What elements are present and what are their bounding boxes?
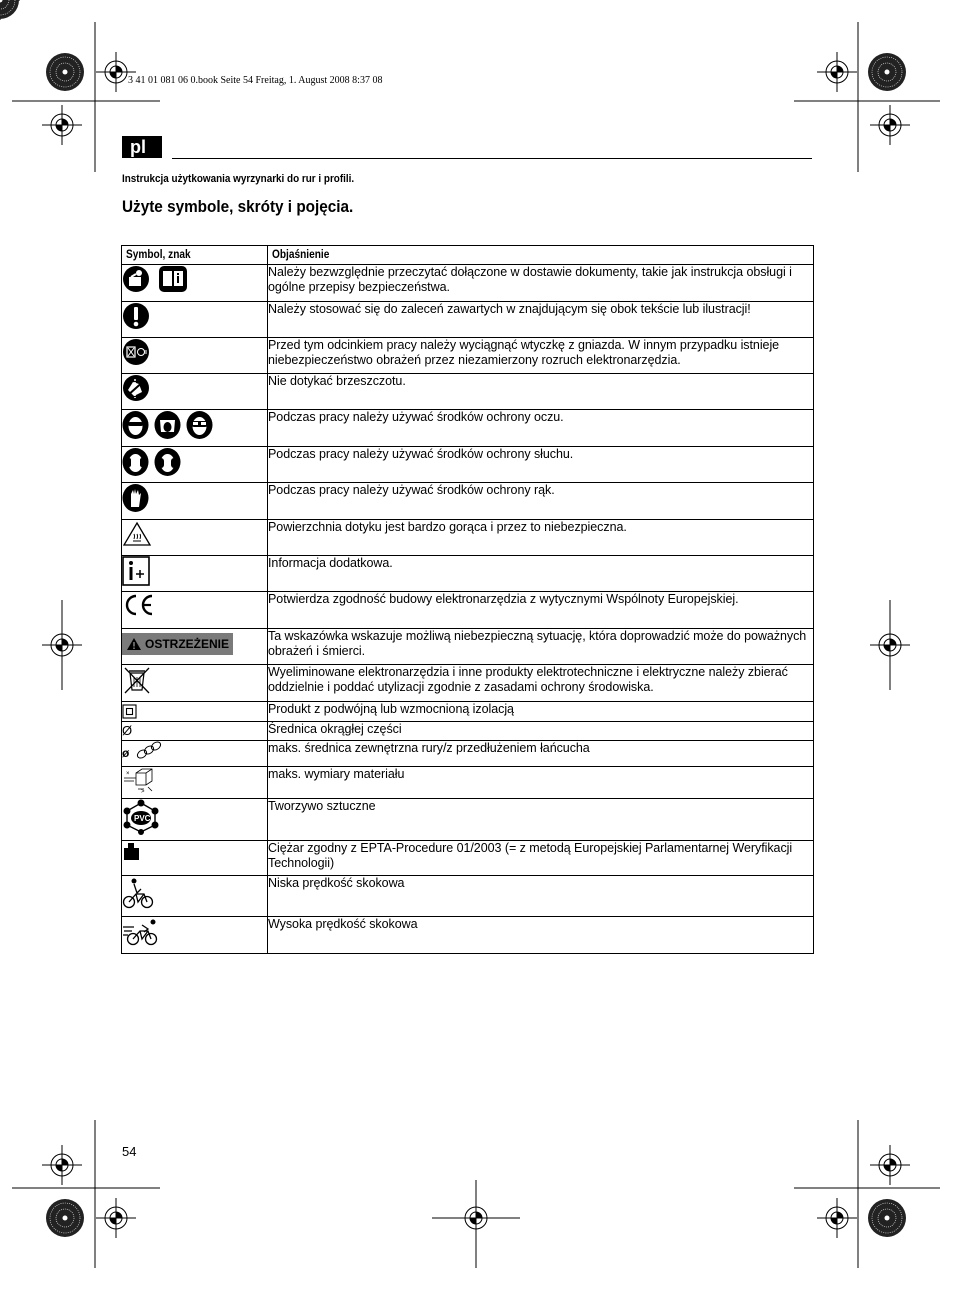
- table-row: [122, 265, 814, 302]
- registration-cross-icon: [870, 105, 910, 145]
- registration-wheel-icon: [868, 1199, 906, 1237]
- table-row: [122, 702, 814, 722]
- explanation-cell: Powierzchnia dotyku jest bardzo gorąca i przez to niebezpieczna.: [268, 520, 814, 556]
- goggles-icon: [186, 410, 213, 440]
- explanation-cell: Podczas pracy należy używać środków ochrony oczu.: [268, 410, 814, 447]
- table-row: [122, 767, 814, 799]
- read-manual-icon: [122, 265, 150, 293]
- explanation-cell: Nie dotykać brzeszczotu.: [268, 374, 814, 410]
- explanation-cell: maks. średnica zewnętrzna rury/z przedłużeniem łańcucha: [268, 741, 814, 767]
- slow-cyclist-icon: [122, 876, 154, 910]
- registration-wheel-icon: [46, 1199, 84, 1237]
- table-row: [122, 741, 814, 767]
- manual-book-icon: [158, 265, 188, 293]
- registration-cross-icon: [96, 52, 136, 92]
- crossed-bin-icon: [122, 665, 152, 695]
- explanation-cell: maks. wymiary materiału: [268, 767, 814, 799]
- safety-glasses-icon: [122, 410, 149, 440]
- table-row: [122, 841, 814, 876]
- symbols-table: [121, 245, 814, 954]
- explanation-cell: Przed tym odcinkiem pracy należy wyciągnąć wtyczkę z gniazda. W innym przypadku istnieje niebezpieczeństwo obrażeń przez niezamierzony rozruch elektronarzędzia.: [268, 338, 814, 374]
- weight-icon: [122, 841, 142, 863]
- table-row: [122, 722, 814, 741]
- table-row: [122, 483, 814, 520]
- table-row: [122, 302, 814, 338]
- material-dimensions-icon: [122, 767, 156, 793]
- registration-cross-icon: [42, 105, 82, 145]
- ear-protection-icon: [122, 447, 149, 477]
- explanation-cell: Tworzywo sztuczne: [268, 799, 814, 841]
- table-row: [122, 592, 814, 629]
- registration-wheel-icon: [868, 53, 906, 91]
- column-header-explanation: Objaśnienie: [268, 246, 814, 265]
- explanation-cell: Potwierdza zgodność budowy elektronarzędzia z wytycznymi Wspólnoty Europejskiej.: [268, 592, 814, 629]
- document-subtitle: Instrukcja użytkowania wyrzynarki do rur i profili.: [122, 173, 355, 185]
- explanation-cell: Ciężar zgodny z EPTA-Procedure 01/2003 (= z metodą Europejskiej Parlamentarnej Weryfikacji Technologii): [268, 841, 814, 876]
- warning-badge-label: OSTRZEŻENIE: [145, 637, 230, 651]
- table-row: [122, 338, 814, 374]
- table-row: [122, 665, 814, 702]
- table-row: [122, 629, 814, 665]
- explanation-cell: Niska prędkość skokowa: [268, 876, 814, 917]
- explanation-cell: Należy bezwzględnie przeczytać dołączone w dostawie dokumenty, takie jak instrukcja obsługi i ogólne przepisy bezpieczeństwa.: [268, 265, 814, 302]
- hot-surface-icon: [122, 520, 152, 548]
- explanation-cell: Wyeliminowane elektronarzędzia i inne produkty elektrotechniczne i elektryczne należy zbierać oddzielnie i poddać utylizacji zgodnie z zasadami ochrony środowiska.: [268, 665, 814, 702]
- fast-cyclist-icon: [122, 917, 160, 947]
- do-not-touch-blade-icon: [122, 374, 150, 402]
- explanation-cell: Podczas pracy należy używać środków ochrony rąk.: [268, 483, 814, 520]
- diameter-chain-icon: [134, 741, 162, 761]
- table-row: [122, 876, 814, 917]
- section-title: Użyte symbole, skróty i pojęcia.: [122, 197, 354, 216]
- header-rule: [172, 158, 812, 159]
- explanation-cell: Ta wskazówka wskazuje możliwą niebezpieczną sytuację, która doprowadzić może do poważnych obrażeń i śmierci.: [268, 629, 814, 665]
- table-row: [122, 520, 814, 556]
- explanation-cell: Wysoka prędkość skokowa: [268, 917, 814, 954]
- registration-cross-icon: [42, 1145, 82, 1185]
- ear-protection-icon: [154, 447, 181, 477]
- table-row: [122, 556, 814, 592]
- double-insulation-icon: [122, 704, 138, 719]
- exclamation-icon: [122, 302, 150, 330]
- diameter-icon: Ø: [122, 723, 133, 738]
- explanation-cell: Produkt z podwójną lub wzmocnioną izolacją: [268, 702, 814, 722]
- warning-badge: [122, 633, 233, 655]
- table-row: [122, 799, 814, 841]
- registration-cross-icon: [870, 1145, 910, 1185]
- registration-cross-icon: [817, 52, 857, 92]
- explanation-cell: Średnica okrągłej części: [268, 722, 814, 741]
- registration-cross-icon: [817, 1198, 857, 1238]
- language-badge: pl: [122, 136, 162, 158]
- table-row: [122, 410, 814, 447]
- page-number: 54: [122, 1144, 137, 1159]
- svg-text:PVC: PVC: [134, 814, 151, 823]
- gloves-icon: [122, 483, 149, 513]
- svg-text:>: >: [141, 789, 145, 793]
- ce-mark-icon: [122, 592, 156, 618]
- explanation-cell: Informacja dodatkowa.: [268, 556, 814, 592]
- pvc-icon: [122, 799, 160, 835]
- info-icon: [122, 556, 150, 586]
- table-header-row: [122, 246, 814, 265]
- explanation-cell: Podczas pracy należy używać środków ochrony słuchu.: [268, 447, 814, 483]
- explanation-cell: Należy stosować się do zaleceń zawartych w znajdującym się obok tekście lub ilustracji!: [268, 302, 814, 338]
- table-row: [122, 917, 814, 954]
- face-shield-icon: [154, 410, 181, 440]
- diameter-symbol: ø: [122, 745, 130, 760]
- svg-text:×: ×: [126, 771, 130, 777]
- registration-cross-icon: [96, 1198, 136, 1238]
- table-row: [122, 447, 814, 483]
- unplug-icon: [122, 338, 150, 366]
- table-row: [122, 374, 814, 410]
- registration-wheel-icon: [46, 53, 84, 91]
- column-header-symbol: Symbol, znak: [122, 246, 268, 265]
- warning-triangle-icon: [126, 637, 142, 651]
- file-info-line: 3 41 01 081 06 0.book Seite 54 Freitag, 1. August 2008 8:37 08: [128, 75, 383, 86]
